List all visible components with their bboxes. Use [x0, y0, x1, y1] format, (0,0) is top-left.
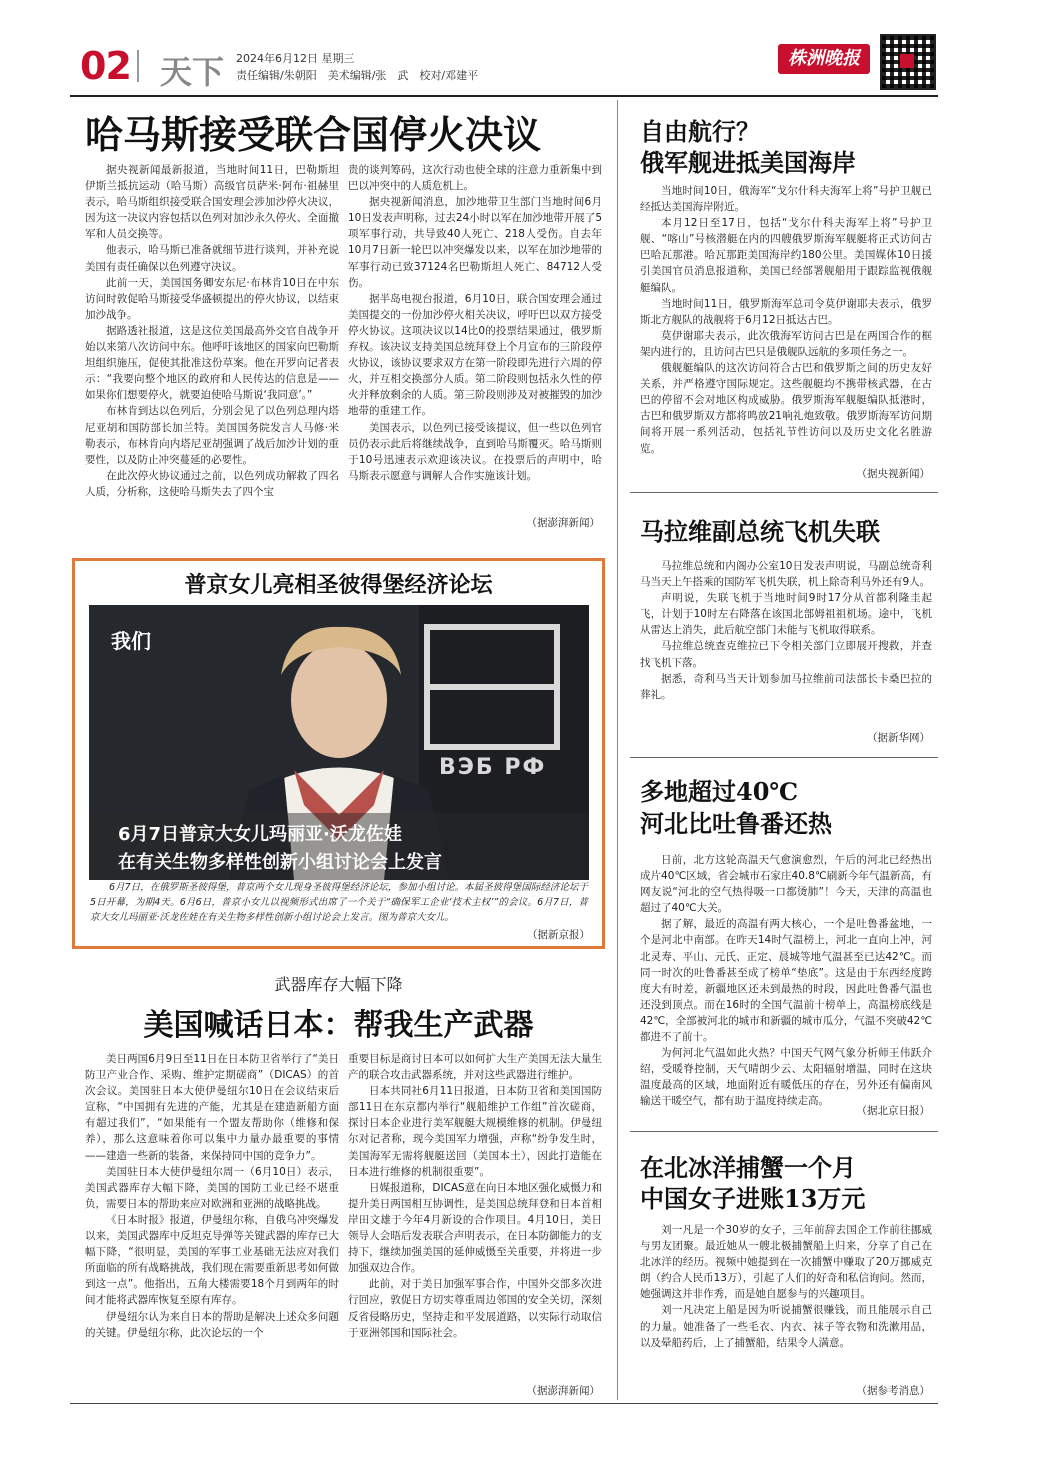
crab-source: （据参考消息） [856, 1385, 930, 1397]
malawi-p4: 据悉，奇利马当天计划参加马拉维前司法部长卡桑巴拉的葬礼。 [640, 672, 932, 701]
masthead-logo: 株洲晚报 [778, 44, 870, 74]
header-rule [70, 95, 938, 97]
editor-credits: 责任编辑/朱朝阳 美术编辑/张 武 校对/邓建平 [236, 69, 479, 82]
header-divider [137, 50, 139, 82]
photo-overlay-line-1: 6月7日普京大女儿玛丽亚·沃龙佐娃 [118, 824, 402, 845]
crab-body [640, 1222, 932, 1382]
japan-c1-p3: 《日本时报》报道，伊曼纽尔称，自俄乌冲突爆发以来，美国武器库中反坦克导弹等关键武器的库存已大幅下降，“很明显，美国的军事工业基础无法应对我们所面临的所有战略挑战，我们现在需要重新思考如何做到这一点”。他指出，五角大楼需要18个月到两年的时间才能将武器库恢复至原有库存。 [85, 1213, 339, 1307]
malawi-body [640, 558, 932, 726]
japan-column-2 [348, 1051, 602, 1383]
japan-column-1 [85, 1051, 339, 1395]
hamas-c1-p3: 此前一天，美国国务卿安东尼·布林肯10日在中东访问时敦促哈马斯接受华盛顿提出的停火协议，以结束加沙战争。 [85, 276, 339, 321]
japan-c1-p4: 伊曼纽尔认为来自日本的帮助是解决上述众多问题的关键。伊曼纽尔称，此次论坛的一个 [85, 1310, 339, 1339]
hamas-c1-p1: 据央视新闻最新报道，当地时间11日，巴勒斯坦伊斯兰抵抗运动（哈马斯）高级官员萨米·阿布·祖赫里表示，哈马斯组织接受联合国安理会涉加沙停火决议，因为这一决议内容包括以色列对加沙永久停火、全面撤军和人员交换等。 [85, 164, 339, 241]
right-divider-2 [630, 757, 938, 758]
japan-kicker: 武器库存大幅下降 [274, 975, 403, 994]
japan-headline: 美国喊话日本：帮我生产武器 [143, 1008, 534, 1043]
hamas-c1-p6: 在此次停火协议通过之前，以色列成功解救了四名人质，分析称，这使哈马斯失去了四个宝 [85, 469, 339, 498]
hamas-c2-p1: 贵的谈判筹码，这次行动也使全球的注意力重新集中到巴以冲突中的人质危机上。 [348, 164, 602, 193]
navy-p4: 莫伊谢耶夫表示，此次俄海军访问古巴是在两国合作的框架内进行的，且访问古巴只是俄舰队远航的多项任务之一。 [640, 329, 932, 358]
right-divider-1 [630, 492, 938, 493]
hamas-c1-p4: 据路透社报道，这是这位美国最高外交官自战争开始以来第八次访问中东。他呼吁该地区的国家向巴勒斯坦组织施压，促使其批准这份草案。他在开罗向记者表示：“我要向整个地区的政府和人民传达的信息是——如果你们想要停火，就要迫使哈马斯说‘我同意’。” [85, 324, 339, 402]
navy-body [640, 183, 932, 459]
navy-p5: 俄舰艇编队的这次访问符合古巴和俄罗斯之间的历史友好关系，并严格遵守国际规定。这些舰艇均不携带核武器，在古巴的停留不会对地区构成威胁。俄罗斯海军舰艇编队抵港时，古巴和俄罗斯双方都将鸣放21响礼炮致敬。俄罗斯海军访问期间将开展一系列活动，包括礼节性访问以及历史文化名胜游览。 [640, 362, 932, 455]
qr-code-icon [880, 34, 936, 90]
hamas-headline: 哈马斯接受联合国停火决议 [85, 112, 542, 157]
malawi-headline: 马拉维副总统飞机失联 [640, 517, 880, 546]
malawi-p2: 声明说，失联飞机于当地时间9时17分从首都利隆圭起飞，计划于10时左右降落在该国北部姆祖祖机场。途中，飞机从雷达上消失，此后航空部门未能与飞机取得联系。 [640, 592, 932, 637]
heat-p2: 据了解，最近的高温有两大核心，一个是吐鲁番盆地，一个是河北中南部。在昨天14时气温榜上，河北一直向上冲，河北灵寿、平山、元氏、正定、晨城等地气温甚至已达42℃。而同一时次的吐鲁番甚至成了榜单“垫底”。这是由于东西经度跨度大有时差，新疆地区还未到最热的时段，因此吐鲁番气温也还没到顶点。而在16时的全国气温前十榜单上，高温榜底线是42℃，全部被河北的城市和新疆的城市瓜分，气温不突破42℃都进不了前十。 [640, 918, 932, 1044]
page-number: 02 [80, 44, 131, 88]
japan-source: （据澎湃新闻） [526, 1385, 600, 1397]
navy-p2: 本月12日至17日，包括“戈尔什科夫海军上将”号护卫舰、“喀山”号核潜艇在内的四艘俄罗斯海军舰艇将正式访问古巴哈瓦那港。哈瓦那距美国海岸约180公里。美国媒体10日援引美国官员消息报道称，美国已经部署舰船用于跟踪监视俄舰艇编队。 [640, 217, 932, 294]
navy-p3: 当地时间11日，俄罗斯海军总司令莫伊谢耶夫表示，俄罗斯北方舰队的战舰将于6月12日抵达古巴。 [640, 297, 932, 326]
crab-headline-line-2: 中国女子进账13万元 [640, 1184, 866, 1213]
hamas-c2-p3: 据半岛电视台报道，6月10日，联合国安理会通过美国提交的一份加沙停火相关决议，呼吁巴以双方接受停火协议。这项决议以14比0的投票结果通过，俄罗斯弃权。该决议支持美国总统拜登上个月宣布的三阶段停火协议，该协议要求双方在第一阶段即先进行六周的停火，并互相交换部分人质。第二阶段则包括永久性的停火并释放剩余的人质。第三阶段则涉及对被摧毁的加沙地带的重建工作。 [348, 292, 602, 418]
malawi-p3: 马拉维总统查克维拉已下令相关部门立即展开搜救，并查找飞机下落。 [640, 640, 932, 669]
hamas-c2-p2: 据央视新闻消息，加沙地带卫生部门当地时间6月10日发表声明称，过去24小时以军在加沙地带开展了5项军事行动，共导致40人死亡、218人受伤。自去年10月7日新一轮巴以冲突爆发以来，以军在加沙地带的军事行动已致37124名巴勒斯坦人死亡、84712人受伤。 [348, 196, 602, 289]
navy-headline-line-1: 自由航行？ [640, 117, 760, 146]
heat-source: （据北京日报） [856, 1105, 930, 1117]
issue-date: 2024年6月12日 星期三 [236, 52, 355, 65]
heat-p1: 日前，北方这轮高温天气愈演愈烈，午后的河北已经热出成片40℃区域，省会城市石家庄40.8℃刷新今年气温新高，有网友说“河北的空气热得吸一口都烫肺”！今天，天津的高温也超过了40℃大关。 [640, 854, 932, 915]
photo-source: （据新京报） [527, 929, 590, 941]
japan-c1-p2: 美国驻日本大使伊曼纽尔周一（6月10日）表示，美国武器库存大幅下降，美国的国防工业已经不堪重负，需要日本的帮助来应对欧洲和亚洲的战略挑战。 [85, 1165, 339, 1210]
hamas-source: （据澎湃新闻） [526, 517, 600, 529]
right-divider-3 [630, 1131, 938, 1132]
hamas-c1-p5: 布林肯到达以色列后，分别会见了以色列总理内塔尼亚胡和国防部长加兰特。美国国务院发言人马修·米勒表示，布林肯向内塔尼亚胡强调了战后加沙计划的重要性，以及防止冲突蔓延的必要性。 [85, 405, 339, 466]
heat-headline-line-1: 多地超过40℃ [640, 777, 799, 806]
hamas-column-2 [348, 162, 602, 522]
hamas-column-1 [85, 162, 339, 534]
crab-p2: 刘一凡决定上船是因为听说捕蟹很赚钱，而且能展示自己的力量。她准备了一些毛衣、内衣、袜子等衣物和洗漱用品，以及晕船药后，上了捕蟹船，结果令人满意。 [640, 1304, 932, 1349]
photo-box-headline: 普京女儿亮相圣彼得堡经济论坛 [184, 572, 493, 598]
heat-p3: 为何河北气温如此火热？中国天气网气象分析师王伟跃介绍，受暖脊控制，天气晴朗少云、太阳辐射增温，同时在这块温度最高的区域，地面附近有暖低压的存在，另外还有偏南风输送干暖空气，都有助于温度持续走高。 [640, 1047, 932, 1108]
navy-p1: 当地时间10日，俄海军“戈尔什科夫海军上将”号护卫舰已经抵达美国海岸附近。 [640, 185, 932, 214]
forum-logo-text: ВЭБ РФ [439, 755, 547, 780]
japan-c1-p1: 美日两国6月9日至11日在日本防卫省举行了“美日防卫产业合作、采购、维护定期磋商”（DICAS）的首次会议。美国驻日本大使伊曼纽尔10日在会议结束后宣称，“中国拥有先进的产能，尤其是在建造新船方面有超过我们”，“如果能有一个盟友帮助你（维修和保养），那么这意味着你可以集中力量办最重要的事情——建造一些新的装备，来保持同中国的竞争力”。 [85, 1053, 339, 1162]
crab-headline-line-1: 在北冰洋捕蟹一个月 [640, 1153, 856, 1182]
japan-c2-p4: 此前，对于美日加强军事合作，中国外交部多次进行回应，敦促日方切实尊重周边邻国的安全关切，深刻反省侵略历史，坚持走和平发展道路，以实际行动取信于亚洲邻国和国际社会。 [348, 1278, 602, 1339]
navy-headline-line-2: 俄军舰进抵美国海岸 [640, 148, 856, 177]
footer-rule [70, 1403, 938, 1404]
japan-c2-p3: 日媒报道称，DICAS意在向日本地区强化威慑力和提升美日两国相互协调性，是美国总统拜登和日本首相岸田文雄于今年4月新设的合作项目。4月10日，美日领导人会晤后发表联合声明表示，在日本防御能力的支持下，继续加强美国的延伸威慑至关重要，并将进一步加强双边合作。 [348, 1181, 602, 1275]
malawi-p1: 马拉维总统和内阁办公室10日发表声明说，马副总统奇利马当天上午搭乘的国防军飞机失联，机上除奇利马外还有9人。 [640, 560, 932, 589]
navy-source: （据央视新闻） [856, 468, 930, 480]
photo-caption: 6月7日，在俄罗斯圣彼得堡，普京两个女儿现身圣彼得堡经济论坛，参加小组讨论。本届圣彼得堡国际经济论坛于5日开幕，为期4天。6月6日，普京小女儿以视频形式出席了一个关于“确保军工企业‘技术主权’”的会议。6月7日，普京大女儿玛丽亚·沃龙佐娃在有关生物多样性创新小组讨论会上发言。图为普京大女儿。 [90, 882, 588, 924]
photo-overlay-line-2: 在有关生物多样性创新小组讨论会上发言 [118, 852, 442, 873]
heat-headline-line-2: 河北比吐鲁番还热 [640, 809, 832, 838]
section-name: 天下 [160, 53, 225, 91]
malawi-source: （据新华网） [867, 732, 930, 744]
column-divider [617, 100, 618, 1400]
tv-watermark: 我们 [111, 629, 151, 653]
hamas-c2-p4: 美国表示，以色列已接受该提议，但一些以色列官员仍表示此后将继续战争，直到哈马斯覆灭。哈马斯则于10号迅速表示欢迎该决议。在投票后的声明中，哈马斯表示愿意与调解人合作实施该计划。 [348, 421, 602, 482]
crab-p1: 刘一凡是一个30岁的女子，三年前辞去国企工作前往挪威与男友团聚。最近她从一艘北极捕蟹船上归来，分享了自己在北冰洋的经历。视频中她提到在一次捕蟹中赚取了20万挪威克朗（约合人民币13万），引起了人们的好奇和私信询问。然而，她强调这并非作秀，而是她自愿参与的兴趣项目。 [640, 1224, 932, 1301]
japan-c2-p2: 日本共同社6月11日报道，日本防卫省和美国国防部11日在东京都内举行“舰船维护工作组”首次磋商，探讨日本企业进行美军舰艇大规模维修的机制。伊曼纽尔对记者称，现今美国军力增强，声称“纷争发生时，美国海军无需将舰艇送回（美国本土），因此打造能在日本进行维修的机制很重要”。 [348, 1085, 602, 1178]
heat-body [640, 852, 932, 1108]
japan-c2-p1: 重要目标是商讨日本可以如何扩大生产美国无法大量生产的联合攻击武器系统，并对这些武器进行维护。 [348, 1053, 602, 1082]
hamas-c1-p2: 他表示，哈马斯已准备就细节进行谈判，并补充说美国有责任确保以色列遵守决议。 [85, 244, 339, 273]
